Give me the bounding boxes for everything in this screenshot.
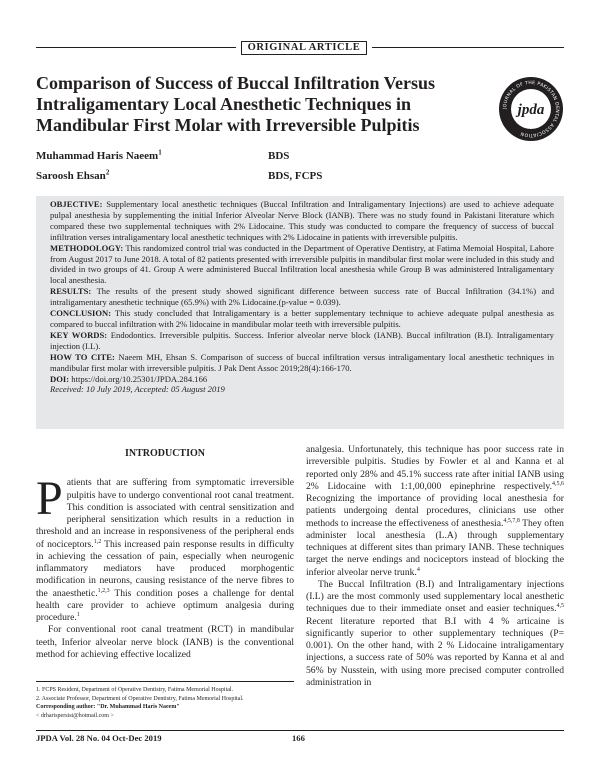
right-paragraph-2: The Buccal Infiltration (B.I) and Intraligamentary injections (I.L) are the most commonly used supplementary local anesthetic techniques due to their immediate onset and easier techniques.$^{4,5}$ Recent literature reported that B.I with 4 % articaine is significantly superior to other supplementary techniques (P= 0.001). On the other hand, with 2 % Lidocaine intraligamentary injections, a success rate of 50% was reported by Kanna et al and 56% by Nusstein, with using more precised computer controlled administration in — [306, 578, 564, 688]
header-rule-right — [372, 47, 564, 48]
abstract-keywords: KEY WORDS: Endodontics. Irreversible pulpitis. Success. Inferior alveolar nerve block (IANB). Buccal infiltration (B.I). Intraligamentary injection (I.L). — [50, 329, 554, 351]
abstract-doi: DOI: https://doi.org/10.25301/JPDA.284.166 — [50, 373, 208, 384]
corresponding-email: < drharispersist@hotmail.com > — [36, 713, 114, 720]
journal-citation: JPDA Vol. 28 No. 04 Oct-Dec 2019 — [36, 733, 162, 743]
right-paragraph-1: analgesia. Unfortunately, this technique has poor success rate in irreversible pulpitis. Studies by Fowler et al and Kanna et al reported only 28% and 45.1% success rate after initial IANB using 2% Lidocaine with 1:1,00,000 epinephrine respectively.$^{4,5,6}$ Recognizing the importance of providing local anesthesia for patients undergoing dental procedures, clinicians use other methods to increase the effectiveness of anesthesia.$^{4,5,7,8}$ They often administer local anesthesia (L.A) through supplementary techniques at different sites than primary IANB. These techniques target the nerve endings and nociceptors instead of blocking the inferior alveolar nerve trunk.$^4$ — [306, 444, 564, 578]
article-title: Comparison of Success of Buccal Infiltration Versus Intraligamentary Local Anesthetic Techniques in Mandibular First Molar with Irreversible Pulpitis — [36, 73, 436, 135]
introduction-heading: INTRODUCTION — [124, 448, 205, 459]
header-rule-left — [36, 47, 236, 48]
footer-rule — [36, 730, 564, 731]
author-1-degree: BDS — [268, 150, 290, 162]
left-column — [36, 448, 294, 661]
logo-ring-text: JOURNAL OF THE PAKISTAN DENTAL ASSOCIATION — [502, 80, 560, 138]
footnote-2: 2. Associate Professor, Department of Operative Dentistry, Fatima Memorial Hospital. — [36, 695, 244, 702]
footnote-1: 1. FCPS Resident, Department of Operative Dentistry, Fatima Memorial Hospital. — [36, 687, 234, 693]
abstract-received-date: Received: 10 July 2019, Accepted: 05 August 2019 — [50, 384, 225, 395]
footnote-rule — [36, 681, 294, 682]
corresponding-author: Corresponding author: "Dr. Muhammad Haris Naeem" — [36, 704, 180, 711]
intro-paragraph-1: Patients that are suffering from symptomatic irreversible pulpitis have to undergo conventional root canal treatment. This condition is associated with central sensitization and peripheral sensitization which results in a reduction in threshold and an increase in responsiveness of the peripheral ends of nociceptors.$^{1,2}$ This increased pain response results in difficulty in achieving the cessation of pain, especially when neurogenic inflammatory mediators have produced morphogentic modification in neurons, causing resistance of the nerve fibres to the anaesthetic.$^{1,2,3}$ This condition poses a challenge for dental health care provider to achieve optimum analgesia during procedure.$^1$ — [36, 472, 295, 623]
right-column — [306, 444, 564, 689]
abstract-methodology: METHODOLOGY: This randomized control trial was conducted in the Department of Operative Dentistry, at Fatima Memoial Hospital, Lahore from August 2017 to June 2018. A total of 82 patients presented with irreversible pulpitis in mandibular first molar were included in this study and divided in two groups of 41. Group A were administered Buccal Infiltration local anesthesia while Group B was administered Intraligamentary local anesthesia. — [50, 242, 554, 286]
abstract-how-to-cite: HOW TO CITE: Naeem MH, Ehsan S. Comparison of success of buccal infiltration versus intraligamentary local anesthetic techniques in mandibular first molar with irreversible pulpitis. J Pak Dent Assoc 2019;28(4):166-170. — [50, 351, 554, 373]
author-2-degree: BDS, FCPS — [268, 170, 323, 182]
abstract-box — [36, 196, 564, 429]
abstract-results: RESULTS: The results of the present study showed significant difference between success rate of Buccal Infiltration (34.1%) and intraligamentary anesthetic technique (65.9%) with 2% Lidocaine.(p-value = 0.039). — [50, 286, 554, 308]
article-type-label: ORIGINAL ARTICLE — [241, 41, 367, 55]
page-number: 166 — [292, 733, 305, 743]
jpda-logo-icon — [498, 76, 564, 142]
abstract-objective: OBJECTIVE: Supplementary local anesthetic techniques (Buccal Infiltration and Intraligamentary Injections) are used to achieve adequate pulpal anesthesia by supplementing the initial Inferior Alveolar Nerve Block (IANB). There was no study found in Pakistani literature which compared these two supplemental techniques with 2% Lidocaine. This study was conducted to compare the frequency of success of buccal infiltration verses intraligamentary local anesthetic techniques with 2% Lidocaine in patients with irreversible pulpitis. — [50, 199, 554, 242]
drop-cap: P — [36, 472, 63, 526]
author-1-name: Muhammad Haris Naeem$^1$ — [36, 148, 162, 162]
logo-text: jpda — [517, 102, 545, 118]
author-2-name: Saroosh Ehsan$^2$ — [36, 168, 110, 182]
intro-paragraph-2: For conventional root canal treatment (RCT) in mandibular teeth, Inferior alveolar nerve block (IANB) is the conventional method for achieving effective localized — [36, 624, 294, 660]
footnotes — [36, 686, 294, 721]
abstract-conclusion: CONCLUSION: This study concluded that Intraligamentary is a better supplementary technique to achieve adequate pulpal anesthesia as compared to buccal infiltration with 2% lidocaine in mandibular molar teeth with irreversible pulpitis. — [50, 308, 554, 329]
